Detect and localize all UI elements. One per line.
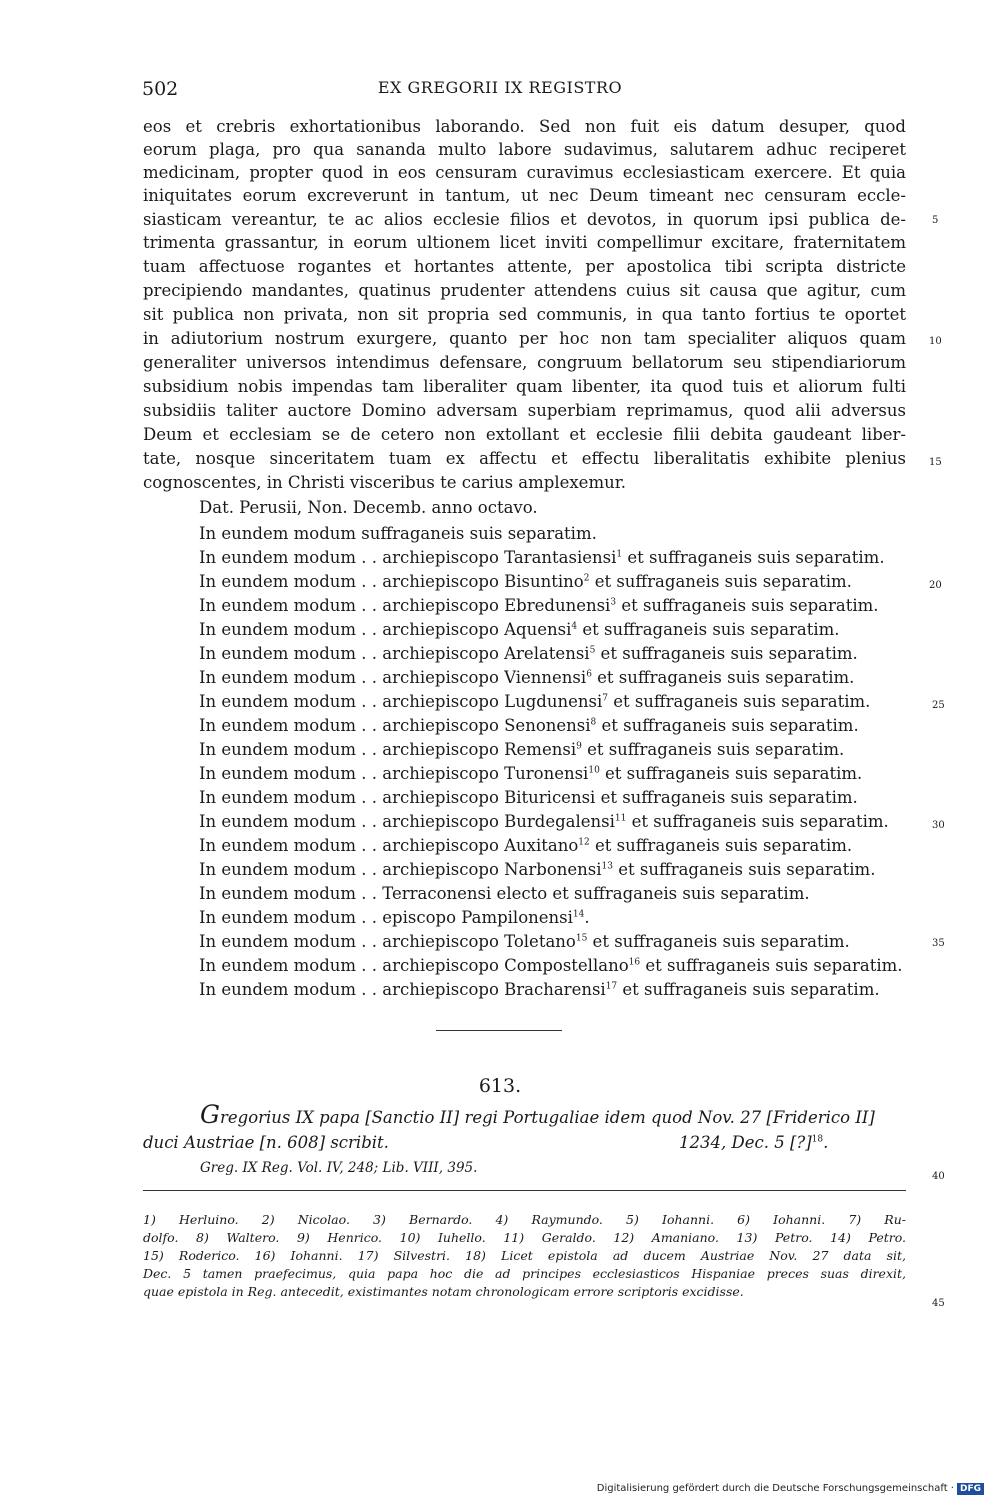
body-line: eorum plaga, pro qua sananda multo labore sudavimus, salutarem adhuc reciperet: [143, 140, 906, 159]
line-number: 20: [929, 580, 942, 591]
list-item: In eundem modum . . archiepiscopo Tarantasiensi$^1$ et suffraganeis suis separatim.: [199, 548, 885, 567]
line-number: 40: [932, 1171, 945, 1182]
drop-initial: G: [200, 1100, 220, 1129]
body-line: Deum et ecclesiam se de cetero non extollant et ecclesie filii debita gaudeant liber-: [143, 425, 906, 444]
footnote-line: Dec. 5 tamen praefecimus, quia papa hoc die ad principes ecclesiasticos Hispaniae preces suas direxit,: [143, 1266, 906, 1281]
footnote-line: 15) Roderico. 16) Iohanni. 17) Silvestri. 18) Licet epistola ad ducem Austriae Nov. 27 data sit,: [143, 1248, 906, 1263]
line-number: 5: [932, 215, 939, 226]
body-line: siasticam vereantur, te ac alios ecclesie filios et devotos, in quorum ipsi publica de-: [143, 210, 906, 229]
list-item: In eundem modum . . episcopo Pampilonensi$^{14}$.: [199, 908, 590, 927]
footnote-line: quae epistola in Reg. antecedit, existimantes notam chronologicam errore scriptoris excidisse.: [143, 1284, 744, 1299]
list-item: In eundem modum . . archiepiscopo Viennensi$^6$ et suffraganeis suis separatim.: [199, 668, 855, 687]
list-item: In eundem modum . . archiepiscopo Lugdunensi$^7$ et suffraganeis suis separatim.: [199, 692, 871, 711]
list-item: In eundem modum . . archiepiscopo Bisuntino$^2$ et suffraganeis suis separatim.: [199, 572, 852, 591]
list-item: In eundem modum . . archiepiscopo Arelatensi$^5$ et suffraganeis suis separatim.: [199, 644, 858, 663]
list-item: In eundem modum . . archiepiscopo Compostellano$^{16}$ et suffraganeis suis separatim.: [199, 956, 903, 975]
body-line: subsidium nobis impendas tam liberaliter quam libenter, ita quod tuis et aliorum fulti: [143, 377, 906, 396]
list-item: In eundem modum . . archiepiscopo Remensi$^9$ et suffraganeis suis separatim.: [199, 740, 845, 759]
letter-source: Greg. IX Reg. Vol. IV, 248; Lib. VIII, 395.: [200, 1160, 478, 1176]
list-item: In eundem modum . . archiepiscopo Bituricensi et suffraganeis suis separatim.: [199, 788, 858, 807]
letter-number: 613.: [478, 1075, 522, 1097]
line-number: 45: [932, 1298, 945, 1309]
line-number: 25: [932, 700, 945, 711]
body-line: subsidiis taliter auctore Domino adversam superbiam reprimamus, quod alii adversus: [143, 401, 906, 420]
list-item: In eundem modum . . archiepiscopo Toletano$^{15}$ et suffraganeis suis separatim.: [199, 932, 850, 951]
body-line: in adiutorium nostrum exurgere, quanto per hoc non tam specialiter aliquos quam: [143, 329, 906, 348]
list-item: In eundem modum . . archiepiscopo Ebredunensi$^3$ et suffraganeis suis separatim.: [199, 596, 879, 615]
body-line: precipiendo mandantes, quatinus prudenter attendens cuius sit causa que agitur, cum: [143, 281, 906, 300]
line-number: 35: [932, 938, 945, 949]
line-number: 15: [929, 457, 942, 468]
section-divider: [436, 1030, 562, 1031]
letter-rubric-line-2: duci Austriae [n. 608] scribit.: [143, 1133, 389, 1152]
list-item: In eundem modum . . archiepiscopo Burdegalensi$^{11}$ et suffraganeis suis separatim.: [199, 812, 889, 831]
body-line: tate, nosque sinceritatem tuam ex affectu et effectu liberalitatis exhibite plenius: [143, 449, 906, 468]
suffragan-line: In eundem modum suffraganeis suis separatim.: [199, 524, 597, 543]
list-item: In eundem modum . . archiepiscopo Aquensi$^4$ et suffraganeis suis separatim.: [199, 620, 840, 639]
body-line: medicinam, propter quod in eos censuram curavimus ecclesiasticam exercere. Et quia: [143, 163, 906, 182]
body-line: tuam affectuose rogantes et hortantes attente, per apostolica tibi scripta districte: [143, 257, 906, 276]
line-number: 30: [932, 820, 945, 831]
footnote-rule: [143, 1190, 906, 1191]
footnote-line: 1) Herluino. 2) Nicolao. 3) Bernardo. 4) Raymundo. 5) Iohanni. 6) Iohanni. 7) Ru-: [143, 1212, 906, 1227]
list-item: In eundem modum . . archiepiscopo Bracharensi$^{17}$ et suffraganeis suis separatim.: [199, 980, 880, 999]
body-line: trimenta grassantur, in eorum ultionem licet inviti compellimur excitare, fraternitatem: [143, 233, 906, 252]
digitization-credit: Digitalisierung gefördert durch die Deutsche Forschungsgemeinschaft · DFG: [597, 1483, 984, 1495]
page-number: 502: [142, 78, 179, 100]
body-line: eos et crebris exhortationibus laborando. Sed non fuit eis datum desuper, quod: [143, 117, 906, 136]
running-title: EX GREGORII IX REGISTRO: [377, 78, 623, 97]
body-line: generaliter universos intendimus defensare, congruum bellatorum seu stipendiariorum: [143, 353, 906, 372]
list-item: In eundem modum . . archiepiscopo Narbonensi$^{13}$ et suffraganeis suis separatim.: [199, 860, 876, 879]
dfg-logo-icon: DFG: [957, 1483, 984, 1495]
list-item: In eundem modum . . archiepiscopo Senonensi$^8$ et suffraganeis suis separatim.: [199, 716, 859, 735]
body-line: cognoscentes, in Christi visceribus te carius amplexemur.: [143, 473, 627, 492]
list-item: In eundem modum . . archiepiscopo Turonensi$^{10}$ et suffraganeis suis separatim.: [199, 764, 863, 783]
letter-rubric-line-1: Gregorius IX papa [Sanctio II] regi Portugaliae idem quod Nov. 27 [Friderico II]: [200, 1100, 875, 1129]
footnote-line: dolfo. 8) Waltero. 9) Henrico. 10) Iuhello. 11) Geraldo. 12) Amaniano. 13) Petro. 14) Petro.: [143, 1230, 906, 1245]
line-number: 10: [929, 336, 942, 347]
list-item: In eundem modum . . archiepiscopo Auxitano$^{12}$ et suffraganeis suis separatim.: [199, 836, 853, 855]
body-line: iniquitates eorum excreverunt in tantum, ut nec Deum timeant nec censuram eccle-: [143, 186, 906, 205]
list-item: In eundem modum . . Terraconensi electo et suffraganeis suis separatim.: [199, 884, 810, 903]
letter-date: 1234, Dec. 5 [?]$^{18}$.: [679, 1133, 829, 1152]
body-line: sit publica non privata, non sit propria sed communis, in qua tanto fortius te oportet: [143, 305, 906, 324]
dating-clause: Dat. Perusii, Non. Decemb. anno octavo.: [199, 498, 538, 517]
